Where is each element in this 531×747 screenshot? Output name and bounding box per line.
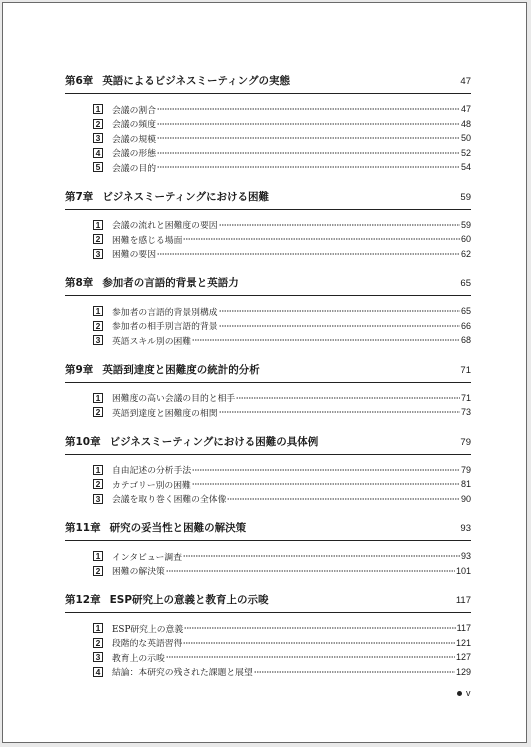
section-title: 困難度の高い会議の目的と相手: [112, 394, 236, 405]
chapter-title: [65, 592, 269, 607]
section-number-box: 3: [93, 494, 103, 504]
dot-leader: [192, 483, 460, 485]
section-number-box: 2: [93, 407, 103, 417]
chapter-section: [65, 73, 471, 175]
chapter-heading[interactable]: [65, 73, 471, 94]
toc-entry[interactable]: [93, 117, 471, 132]
section-title: 結論：本研究の残された課題と展望: [112, 668, 253, 679]
chapter-title: [65, 275, 239, 290]
dot-leader: [157, 152, 460, 154]
toc-entry[interactable]: [93, 304, 471, 319]
section-number-box: 5: [93, 162, 103, 172]
chapter-page-number: 47: [460, 76, 471, 87]
section-number-box: 3: [93, 133, 103, 143]
section-number-box: 3: [93, 335, 103, 345]
section-title: 段階的な英語習得: [112, 639, 183, 650]
section-page-number: 90: [460, 493, 471, 504]
chapter-title: [65, 520, 246, 535]
chapter-heading[interactable]: [65, 592, 471, 613]
chapter-section: [65, 434, 471, 507]
chapter-title-text: ビジネスミーティングにおける困難: [102, 190, 269, 203]
section-number-box: 2: [93, 119, 103, 129]
section-list: [65, 296, 471, 348]
section-number-box: 1: [93, 393, 103, 403]
chapter-page-number: 59: [460, 191, 471, 203]
chapter-title-text: 参加者の言語的背景と英語力: [102, 277, 239, 289]
toc-entry[interactable]: [93, 665, 471, 680]
chapter-number: 第11章: [65, 522, 101, 534]
section-title: 困難の要因: [112, 250, 156, 261]
section-page-number: 81: [460, 479, 471, 490]
section-page-number: 60: [460, 234, 471, 245]
section-title: 困難を感じる場面: [112, 235, 183, 246]
chapter-section: [65, 275, 471, 348]
section-number-box: 1: [93, 306, 103, 316]
table-of-contents: [65, 73, 471, 693]
chapter-page-number: 71: [460, 364, 471, 376]
section-page-number: 66: [460, 320, 471, 331]
dot-leader: [157, 137, 460, 139]
chapter-section: [65, 362, 471, 420]
section-title: インタビュー調査: [112, 552, 183, 563]
toc-entry[interactable]: [93, 131, 471, 146]
chapter-heading[interactable]: [65, 434, 471, 455]
toc-entry[interactable]: [93, 549, 471, 564]
section-number-box: 3: [93, 652, 103, 662]
chapter-title-text: 英語によるビジネスミーティングの実態: [102, 75, 290, 87]
folio-text: v: [466, 688, 471, 698]
chapter-number: 第8章: [65, 277, 94, 289]
chapter-number: 第6章: [65, 75, 94, 87]
section-title: 教育上の示唆: [112, 653, 165, 664]
chapter-page-number: 79: [460, 436, 471, 448]
chapter-section: [65, 520, 471, 578]
dot-leader: [254, 671, 455, 673]
chapter-page-number: 93: [460, 523, 471, 534]
chapter-page-number: 117: [455, 595, 471, 606]
toc-entry[interactable]: [93, 146, 471, 161]
toc-entry[interactable]: [93, 247, 471, 262]
section-title: 会議の規模: [112, 134, 156, 145]
toc-entry[interactable]: [93, 564, 471, 579]
section-page-number: 121: [455, 637, 471, 648]
section-page-number: 93: [460, 551, 471, 562]
dot-leader: [227, 498, 460, 500]
dot-leader: [219, 310, 460, 312]
section-title: ESP研究上の意義: [112, 624, 184, 635]
section-title: 英語スキル別の困難: [112, 336, 192, 347]
section-page-number: 127: [455, 652, 471, 663]
document-page: [2, 2, 527, 743]
chapter-heading[interactable]: [65, 275, 471, 296]
chapter-title-text: ビジネスミーティングにおける困難の具体例: [109, 435, 319, 448]
section-number-box: 2: [93, 638, 103, 648]
chapter-heading[interactable]: [65, 189, 471, 210]
dot-leader: [166, 570, 455, 572]
section-page-number: 117: [456, 623, 471, 634]
toc-entry[interactable]: [93, 232, 471, 247]
dot-leader: [219, 224, 460, 226]
section-number-box: 3: [93, 249, 103, 259]
section-number-box: 2: [93, 479, 103, 489]
section-title: カテゴリー別の困難: [112, 480, 191, 491]
chapter-number: 第12章: [65, 594, 101, 606]
dot-leader: [183, 642, 455, 644]
section-page-number: 65: [460, 306, 471, 317]
section-title: 会議の頻度: [112, 120, 156, 131]
section-list: [65, 383, 471, 420]
toc-entry[interactable]: [93, 492, 471, 507]
section-list: [65, 94, 471, 175]
section-number-box: 4: [93, 667, 103, 677]
toc-entry[interactable]: [93, 333, 471, 348]
chapter-heading[interactable]: [65, 520, 471, 541]
chapter-heading[interactable]: [65, 362, 471, 383]
chapter-title: [65, 189, 269, 204]
section-page-number: 48: [460, 118, 471, 129]
section-list: [65, 541, 471, 578]
dot-leader: [236, 397, 460, 399]
toc-entry[interactable]: [93, 102, 471, 117]
chapter-section: [65, 189, 471, 262]
chapter-title: [65, 434, 318, 449]
section-title: 会議の形態: [112, 149, 156, 160]
toc-entry[interactable]: [93, 391, 471, 406]
chapter-title: [65, 73, 290, 88]
section-title: 会議の流れと困難度の要因: [112, 221, 218, 232]
section-page-number: 54: [460, 162, 471, 173]
chapter-title-text: 研究の妥当性と困難の解決策: [109, 522, 247, 534]
section-page-number: 101: [455, 565, 471, 576]
section-title: 参加者の相手別言語的背景: [112, 322, 218, 333]
section-page-number: 71: [460, 392, 471, 403]
dot-leader: [157, 166, 460, 168]
chapter-page-number: 65: [460, 278, 471, 289]
section-page-number: 47: [460, 104, 471, 115]
section-list: [65, 613, 471, 679]
section-list: [65, 455, 471, 507]
page-number: [457, 688, 471, 698]
section-number-box: 2: [93, 321, 103, 331]
dot-leader: [219, 411, 460, 413]
section-title: 会議を取り巻く困難の全体像: [112, 495, 227, 506]
dot-leader: [157, 108, 460, 110]
section-title: 自由記述の分析手法: [112, 466, 192, 477]
dot-leader: [157, 253, 460, 255]
section-page-number: 50: [460, 133, 471, 144]
section-number-box: 1: [93, 551, 103, 561]
dot-leader: [157, 123, 460, 125]
toc-entry[interactable]: [93, 636, 471, 651]
dot-leader: [192, 339, 460, 341]
dot-leader: [183, 238, 460, 240]
section-title: 英語到達度と困難度の相関: [112, 408, 218, 419]
section-page-number: 62: [460, 248, 471, 259]
chapter-number: 第7章: [65, 190, 94, 203]
chapter-title: [65, 362, 260, 377]
section-title: 参加者の言語的背景別構成: [112, 307, 218, 318]
toc-entry[interactable]: [93, 319, 471, 334]
dot-leader: [192, 469, 460, 471]
chapter-title-text: ESP研究上の意義と教育上の示唆: [109, 594, 269, 606]
chapter-number: 第10章: [65, 435, 101, 448]
section-page-number: 79: [460, 464, 471, 475]
toc-entry[interactable]: [93, 160, 471, 175]
section-page-number: 68: [460, 335, 471, 346]
toc-entry[interactable]: [93, 621, 471, 636]
section-page-number: 52: [460, 147, 471, 158]
section-title: 困難の解決策: [112, 567, 165, 578]
section-number-box: 2: [93, 234, 103, 244]
section-title: 会議の割合: [112, 105, 156, 116]
toc-entry[interactable]: [93, 477, 471, 492]
toc-entry[interactable]: [93, 463, 471, 478]
toc-entry[interactable]: [93, 650, 471, 665]
dot-leader: [184, 627, 455, 629]
section-list: [65, 210, 471, 262]
chapter-section: [65, 592, 471, 679]
section-number-box: 1: [93, 104, 103, 114]
section-number-box: 1: [93, 623, 103, 633]
dot-leader: [166, 656, 455, 658]
section-number-box: 2: [93, 566, 103, 576]
bullet-dot-icon: [457, 691, 462, 696]
toc-entry[interactable]: [93, 405, 471, 420]
toc-entry[interactable]: [93, 218, 471, 233]
dot-leader: [219, 325, 460, 327]
chapter-number: 第9章: [65, 363, 94, 376]
section-page-number: 73: [460, 407, 471, 418]
section-title: 会議の目的: [112, 163, 156, 174]
dot-leader: [183, 555, 460, 557]
section-page-number: 59: [460, 219, 471, 230]
section-number-box: 1: [93, 220, 103, 230]
section-page-number: 129: [455, 666, 471, 677]
section-number-box: 1: [93, 465, 103, 475]
section-number-box: 4: [93, 148, 103, 158]
chapter-title-text: 英語到達度と困難度の統計的分析: [102, 363, 260, 376]
